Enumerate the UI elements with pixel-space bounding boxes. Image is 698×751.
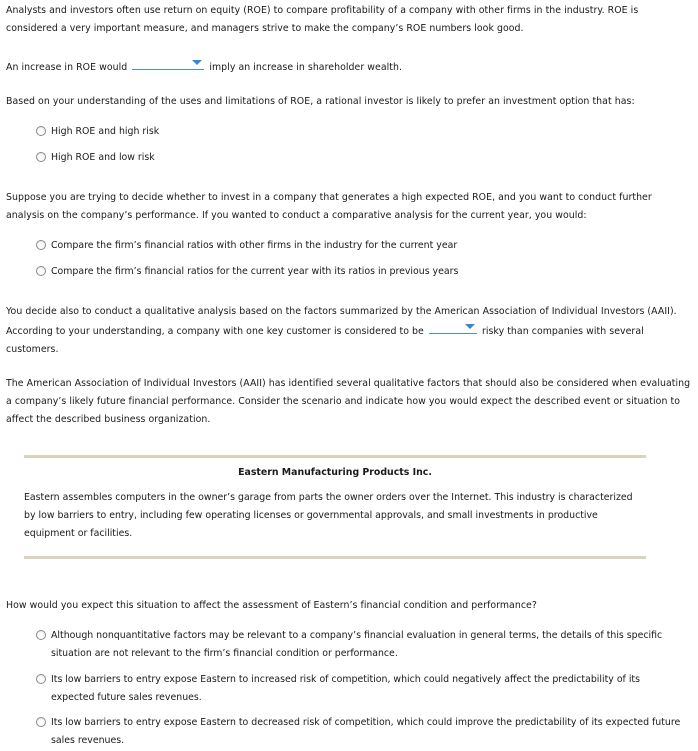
q1-sentence — [6, 57, 692, 77]
q3-option-1-label: Compare the firm’s financial ratios with other firms in the industry for the current year — [51, 240, 458, 251]
q3-option-2[interactable] — [36, 263, 686, 281]
q6-option-3-label: Its low barriers to entry expose Eastern to decreased risk of competition, which could improve the predictability of its expected future sales revenues. — [51, 717, 681, 746]
radio-button[interactable] — [36, 266, 46, 276]
q4-text-before: You decide also to conduct a qualitative analysis based on the factors summarized by the American Association of Individual Investors (AAII). According to your understanding, a company with one key customer is considered to be — [6, 306, 677, 337]
intro-paragraph: Analysts and investors often use return on equity (ROE) to compare profitability of a company with other firms in the industry. ROE is considered a very important measure, and managers strive to make the company’s ROE numbers look good. — [6, 5, 639, 34]
case-bottom-divider — [24, 556, 646, 559]
case-top-divider — [24, 455, 646, 458]
radio-button[interactable] — [36, 717, 46, 727]
q6-option-2-label: Its low barriers to entry expose Eastern to increased risk of competition, which could negatively affect the predictability of its expected future sales revenues. — [51, 674, 640, 703]
q2-option-1-label: High ROE and high risk — [51, 126, 160, 137]
q6-option-3[interactable] — [36, 714, 686, 750]
q3-option-2-label: Compare the firm’s financial ratios for the current year with its ratios in previous years — [51, 266, 459, 277]
q2-option-1[interactable] — [36, 123, 686, 141]
q1-text-before: An increase in ROE would — [6, 62, 128, 73]
radio-button[interactable] — [36, 126, 46, 136]
q3-prompt: Suppose you are trying to decide whether to invest in a company that generates a high expected ROE, and you want to conduct further analysis on the company’s performance. If you wanted to conduct a comparative analysis for the current year, you would: — [6, 192, 652, 221]
q2-option-2[interactable] — [36, 149, 686, 167]
q2-prompt: Based on your understanding of the uses and limitations of ROE, a rational investor is likely to prefer an investment option that has: — [6, 96, 635, 107]
q4-sentence — [6, 303, 692, 359]
radio-button[interactable] — [36, 240, 46, 250]
q6-option-1[interactable] — [36, 627, 686, 663]
q3-option-1[interactable] — [36, 237, 686, 255]
radio-button[interactable] — [36, 630, 46, 640]
case-title: Eastern Manufacturing Products Inc. — [238, 467, 432, 478]
q6-prompt: How would you expect this situation to affect the assessment of Eastern’s financial condition and performance? — [6, 600, 537, 611]
case-scenario-box — [24, 455, 646, 560]
case-body: Eastern assembles computers in the owner’s garage from parts the owner orders over the Internet. This industry is characterized by low barriers to entry, including few operating licenses or governmental approvals, and small investments in productive equipment or facilities. — [24, 492, 633, 539]
radio-button[interactable] — [36, 152, 46, 162]
q1-text-after: imply an increase in shareholder wealth. — [209, 62, 403, 73]
q6-option-1-label: Although nonquantitative factors may be relevant to a company’s financial evaluation in general terms, the details of this specific situation are not relevant to the firm’s financial condition or performance. — [51, 630, 663, 659]
q4-dropdown[interactable] — [429, 321, 477, 334]
chevron-down-icon — [465, 324, 475, 329]
q1-dropdown[interactable] — [132, 57, 204, 70]
q5-intro: The American Association of Individual Investors (AAII) has identified several qualitative factors that should also be considered when evaluating a company’s likely future financial performance. Consider the scenario and indicate how you would expect the described event or situation to affect the described business organization. — [6, 378, 691, 425]
q2-option-2-label: High ROE and low risk — [51, 152, 155, 163]
chevron-down-icon — [192, 60, 202, 65]
q6-option-2[interactable] — [36, 671, 686, 707]
radio-button[interactable] — [36, 674, 46, 684]
q4-text-after: risky than companies with several customers. — [6, 326, 644, 355]
